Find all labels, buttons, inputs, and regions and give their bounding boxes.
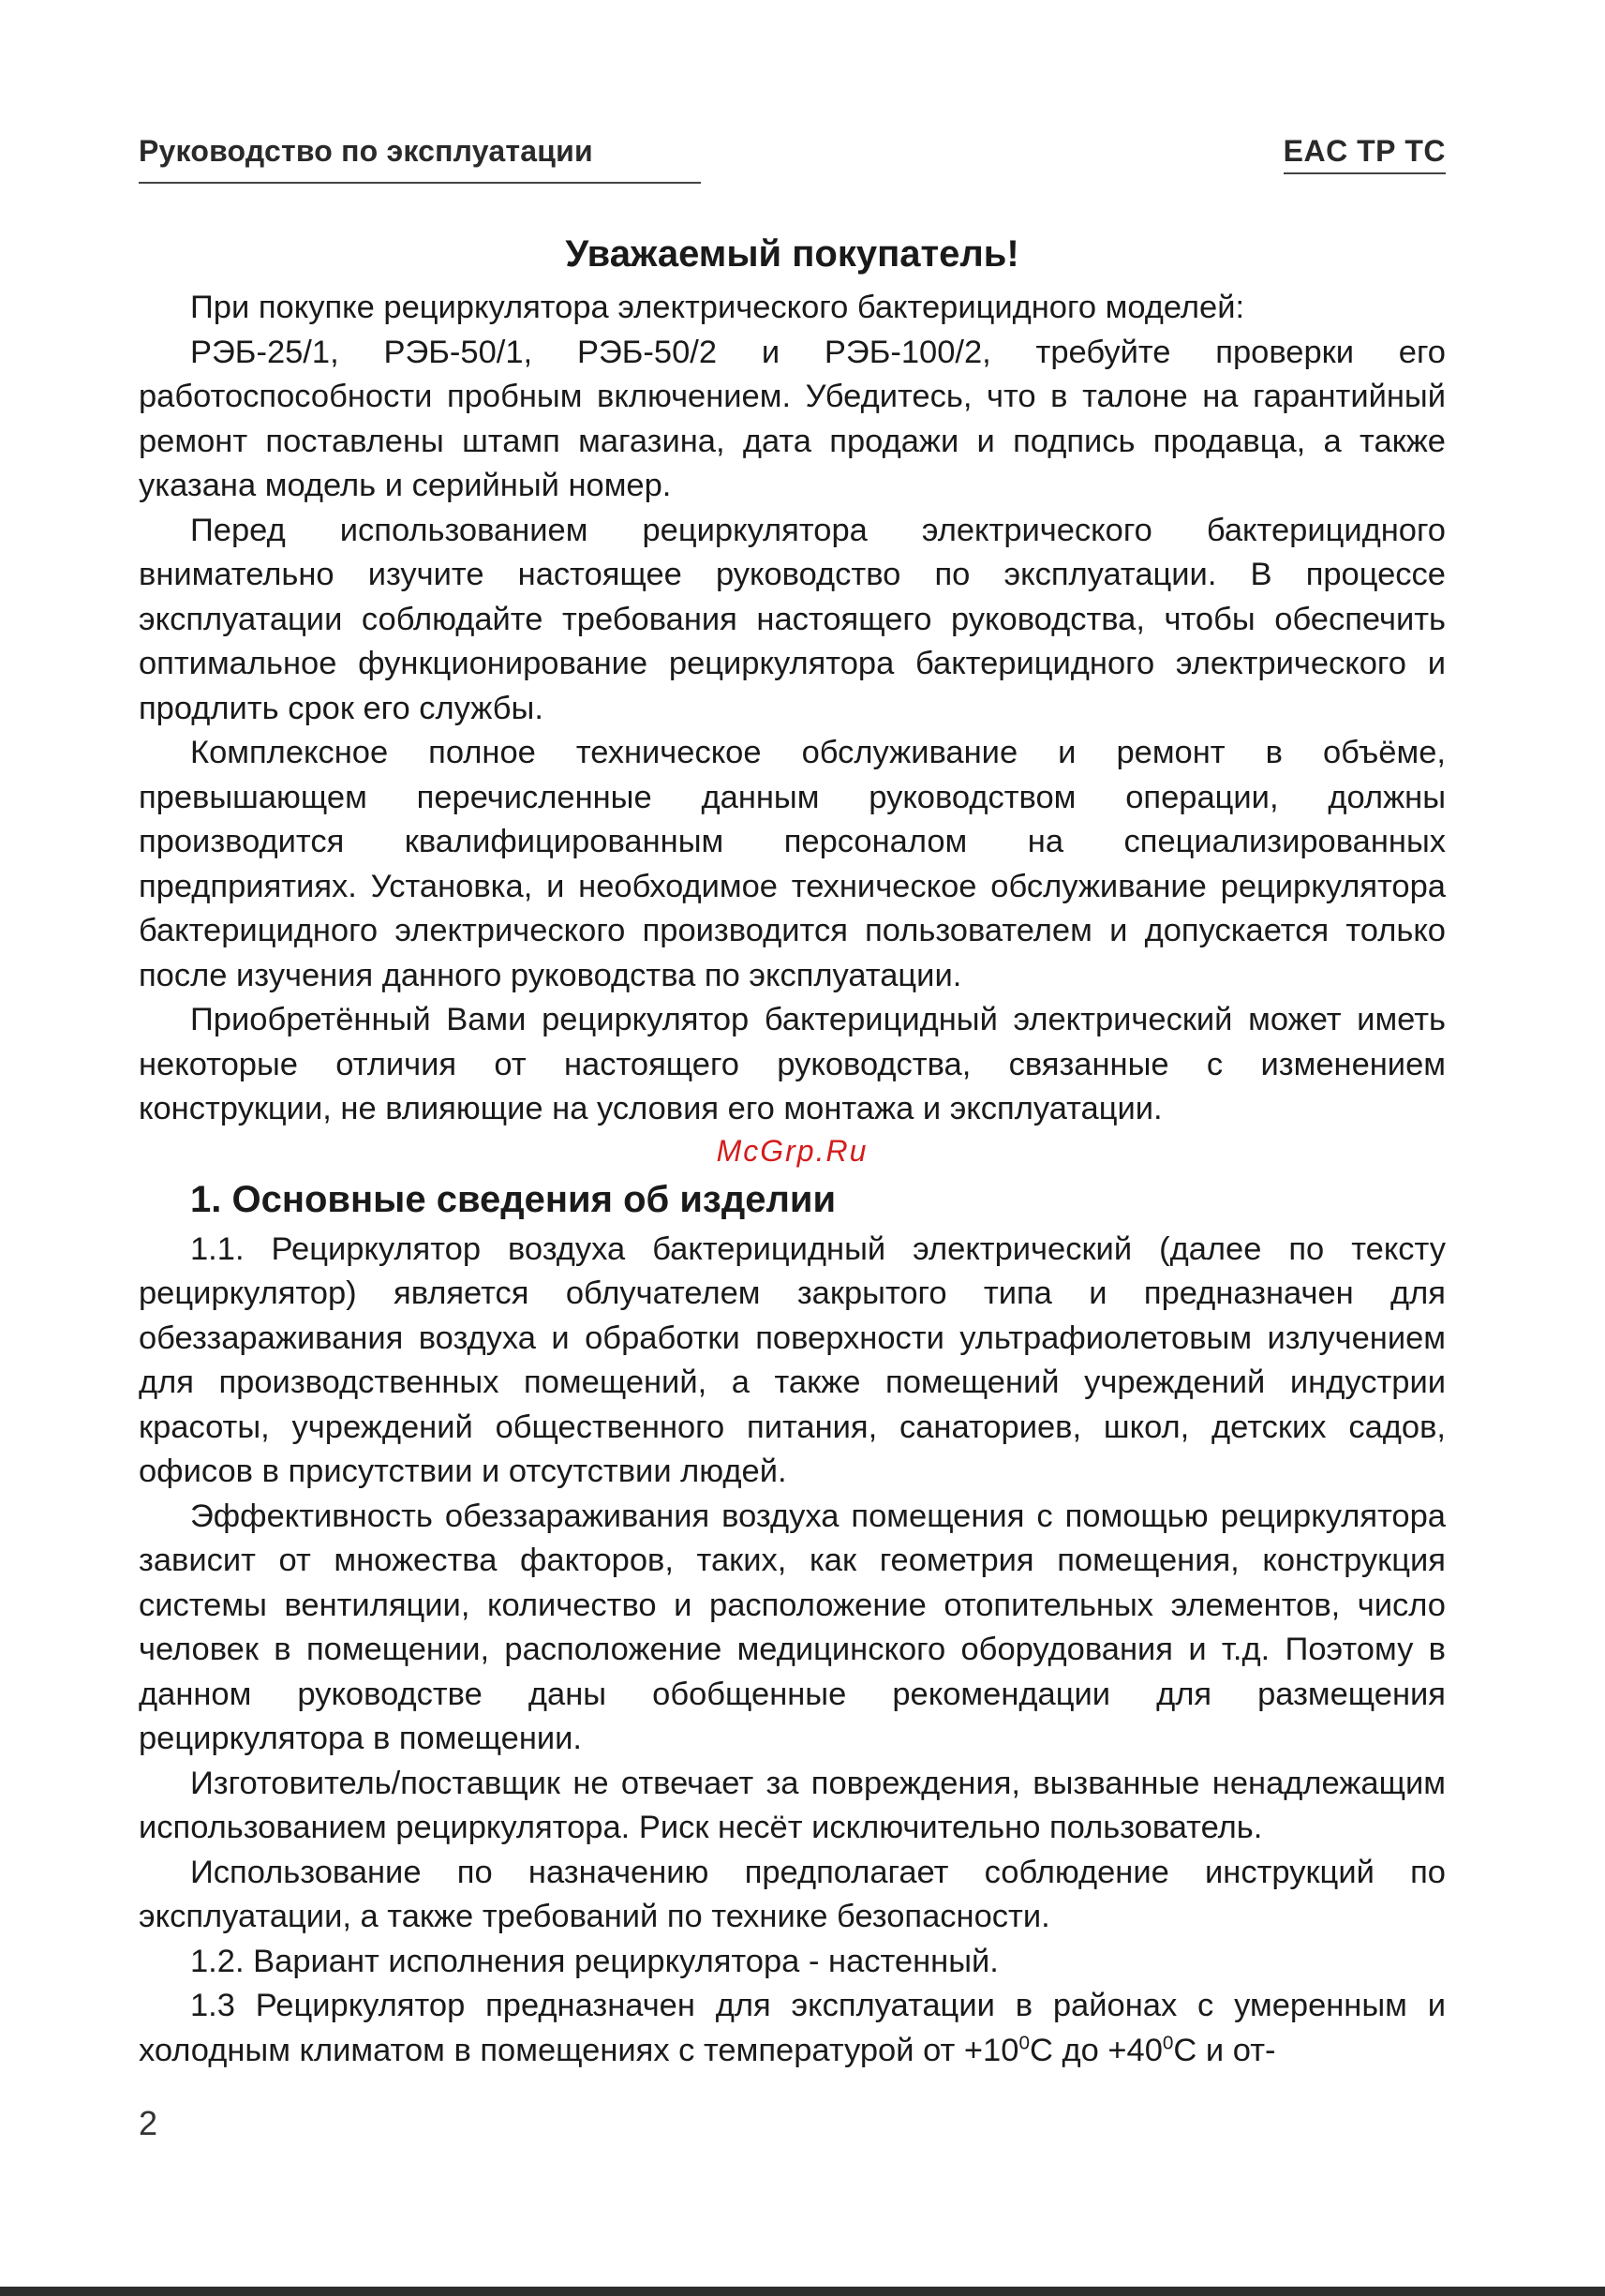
degree-superscript: 0 [1162, 2032, 1174, 2053]
section-paragraph: Использование по назначению предполагает соблюдение инструкций по эксплуатации, а также требований по технике безопасности. [139, 1854, 1446, 1934]
page-number: 2 [139, 2104, 158, 2142]
intro-paragraph: При покупке рециркулятора электрического бактерицидного моделей: [190, 290, 1245, 325]
bottom-border [0, 2287, 1605, 2296]
section-paragraph-1-3 [139, 1984, 1446, 2073]
p13-text-c: С и от- [1173, 2032, 1276, 2068]
section-paragraph: Изготовитель/поставщик не отвечает за повреждения, вызванные ненадлежащим использованием рециркулятора. Риск несёт исключительно пользователь. [139, 1765, 1446, 1845]
p13-text-a: 1.3 Рециркулятор предназначен для эксплуатации в районах с умеренным и холодным климатом в помещениях с температурой от +10 [139, 1988, 1446, 2068]
header-title: Руководство по эксплуатации [139, 134, 593, 168]
p13-text-b: С до +40 [1029, 2032, 1163, 2068]
watermark: McGrp.Ru [716, 1133, 869, 1168]
header-divider [139, 182, 701, 184]
intro-paragraph: Комплексное полное техническое обслуживание и ремонт в объёме, превышающем перечисленные данным руководством операции, должны производится квалифицированным персоналом на специализированных предприятиях. Установка, и необходимое техническое обслуживание рециркулятора бактерицидного электрического производится пользователем и допускается только после изучения данного руководства по эксплуатации. [139, 735, 1446, 993]
intro-paragraph: Перед использованием рециркулятора электрического бактерицидного внимательно изучите настоящее руководство по эксплуатации. В процессе эксплуатации соблюдайте требования настоящего руководства, чтобы обеспечить оптимальное функционирование рециркулятора бактерицидного электрического и продлить срок его службы. [139, 512, 1446, 726]
section-paragraph: 1.2. Вариант исполнения рециркулятора - настенный. [190, 1943, 999, 1979]
degree-superscript: 0 [1018, 2032, 1030, 2053]
section-paragraph: Эффективность обеззараживания воздуха помещения с помощью рециркулятора зависит от множества факторов, таких, как геометрия помещения, конструкция системы вентиляции, количество и расположение отопительных элементов, число человек в помещении, расположение медицинского оборудования и т.д. Поэтому в данном руководстве даны обобщенные рекомендации для размещения рециркулятора в помещении. [139, 1498, 1446, 1756]
page-content [139, 228, 1446, 2073]
header-certification-mark: EAC ТР ТС [1284, 134, 1446, 174]
intro-paragraph: Приобретённый Вами рециркулятор бактерицидный электрический может иметь некоторые отличия от настоящего руководства, связанные с изменением конструкции, не влияющие на условия его монтажа и эксплуатации. [139, 1002, 1446, 1126]
intro-paragraph: РЭБ-25/1, РЭБ-50/1, РЭБ-50/2 и РЭБ-100/2, требуйте проверки его работоспособности пробным включением. Убедитесь, что в талоне на гарантийный ремонт поставлены штамп магазина, дата продажи и подпись продавца, а также указана модель и серийный номер. [139, 334, 1446, 503]
section-paragraph: 1.1. Рециркулятор воздуха бактерицидный электрический (далее по тексту рециркулятор) является облучателем закрытого типа и предназначен для обеззараживания воздуха и обработки поверхности ультрафиолетовым излучением для производственных помещений, а также помещений учреждений индустрии красоты, учреждений общественного питания, санаториев, школ, детских садов, офисов в присутствии и отсутствии людей. [139, 1230, 1446, 1489]
section-heading: 1. Основные сведения об изделии [190, 1178, 837, 1220]
page-title: Уважаемый покупатель! [565, 233, 1019, 275]
